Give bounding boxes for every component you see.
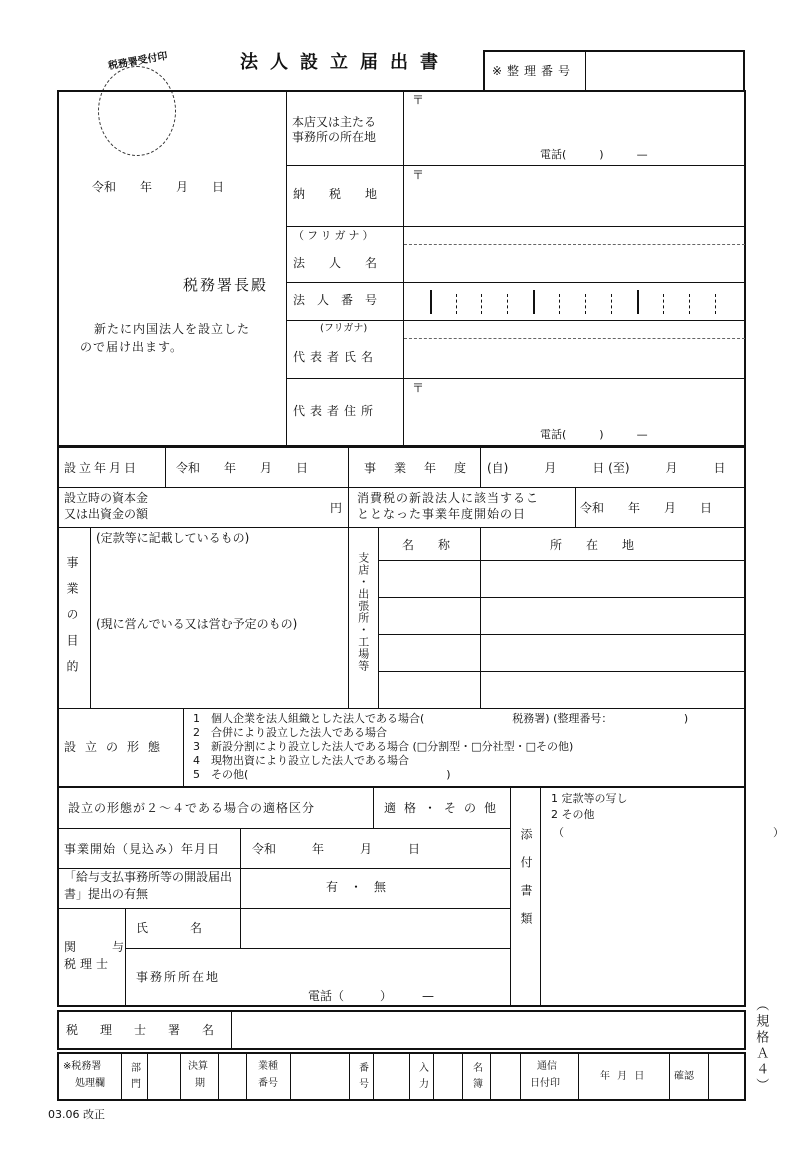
office-use-ymd: 年 月 日: [600, 1071, 647, 1082]
fiscal-year-label: 事業年度: [364, 461, 485, 475]
tax-place-postal-mark: 〒: [412, 168, 425, 182]
branch-place-header: 所 在 地: [550, 538, 641, 552]
purpose-label: 事業の目的: [65, 556, 79, 686]
control-number-label: ※整理番号: [492, 64, 576, 78]
est-date-label: 設立年月日: [64, 461, 140, 475]
form-option-3[interactable]: 3 新設分割により設立した法人である場合 (□分割型・□分社型・□その他): [193, 740, 574, 753]
attachment-item-1[interactable]: 1 定款等の写し: [551, 792, 628, 805]
rep-name-label: 代表者氏名: [293, 350, 379, 364]
fiscal-year-value[interactable]: (自) 月 日 (至) 月 日: [487, 461, 726, 475]
office-use-settle-2: 期: [195, 1078, 205, 1089]
capital-label-2: 又は出資金の額: [64, 507, 149, 521]
qualification-label: 設立の形態が２～４である場合の適格区分: [68, 801, 316, 815]
form-title: 法人設立届出書: [240, 52, 450, 73]
receipt-stamp-label: 税務署受付印: [107, 50, 169, 73]
payroll-label-1: 「給与支払事務所等の開設届出: [64, 870, 233, 884]
tax-accountant-phone[interactable]: 電話（ ） —: [308, 989, 435, 1003]
qualification-value[interactable]: 適格・その他: [384, 801, 505, 815]
est-date-value[interactable]: 令和 年 月 日: [176, 461, 309, 475]
form-label: 設立の形態: [64, 740, 170, 754]
rep-furigana-label: (フリガナ): [320, 323, 368, 334]
yen-unit: 円: [330, 501, 343, 515]
start-date-value[interactable]: 令和 年 月 日: [252, 842, 421, 856]
hq-phone[interactable]: 電話( ) —: [540, 148, 648, 161]
office-use-dept: 部門: [128, 1062, 140, 1094]
form-option-1[interactable]: 1 個人企業を法人組織とした法人である場合( 税務署) (整理番号： ): [193, 712, 689, 725]
submission-date[interactable]: 令和 年 月 日: [92, 180, 225, 194]
corp-number-label: 法人番号: [293, 293, 390, 307]
purpose-note-articles: (定款等に記載しているもの): [96, 531, 250, 545]
office-use-register: 名簿: [470, 1062, 482, 1094]
branch-label: 支店・出張所・工場等: [356, 552, 370, 672]
signature-label: 税理士署名: [66, 1023, 237, 1037]
form-option-2[interactable]: 2 合併により設立した法人である場合: [193, 726, 387, 739]
office-use-entry: 入力: [416, 1062, 428, 1094]
purpose-note-actual: (現に営んでいる又は営む予定のもの): [96, 617, 298, 631]
consumption-value[interactable]: 令和 年 月 日: [580, 501, 713, 515]
form-option-4[interactable]: 4 現物出資により設立した法人である場合: [193, 754, 409, 767]
rep-address-label: 代表者住所: [293, 404, 379, 418]
message-line1: 新たに内国法人を設立した: [94, 322, 251, 336]
branch-name-header: 名 称: [402, 538, 457, 552]
tax-accountant-name-label: 氏 名: [136, 921, 209, 935]
payroll-value[interactable]: 有 ・ 無: [326, 880, 387, 894]
office-use-notice-2: 日付印: [530, 1078, 560, 1089]
office-use-number: 番号: [356, 1062, 368, 1094]
office-use-confirm: 確認: [674, 1071, 694, 1082]
start-date-label: 事業開始（見込み）年月日: [64, 842, 221, 856]
office-use-settle-1: 決算: [188, 1061, 208, 1072]
office-use-lead-1: ※税務署: [63, 1061, 102, 1072]
paper-size-note: （規格Ａ４）: [753, 998, 769, 1094]
office-use-lead-2: 処理欄: [75, 1078, 105, 1089]
corp-furigana-label: （フリガナ）: [293, 229, 377, 242]
attachment-item-2[interactable]: 2 その他: [551, 808, 595, 821]
tax-accountant-office-label: 事務所所在地: [136, 970, 221, 984]
hq-address-label-1: 本店又は主たる: [292, 115, 377, 129]
addressee: 税務署長殿: [183, 276, 269, 294]
attachments-label: 添付書類: [519, 828, 533, 940]
hq-address-label-2: 事務所の所在地: [292, 130, 377, 144]
attachment-item-3[interactable]: （ ）: [553, 826, 784, 839]
hq-postal-mark: 〒: [412, 93, 425, 107]
tax-accountant-label-1: 関 与: [64, 940, 137, 954]
office-use-notice-1: 通信: [537, 1061, 557, 1072]
rep-phone[interactable]: 電話( ) —: [540, 428, 648, 441]
office-use-industry-1: 業種: [258, 1061, 278, 1072]
tax-place-label: 納税地: [293, 187, 402, 201]
office-use-industry-2: 番号: [258, 1078, 278, 1089]
applicant-section: [57, 90, 746, 447]
payroll-label-2: 書」提出の有無: [64, 887, 149, 901]
capital-label-1: 設立時の資本金: [64, 491, 149, 505]
form-option-5[interactable]: 5 その他( ): [193, 768, 451, 781]
rep-postal-mark: 〒: [412, 381, 425, 395]
revision-note: 03.06 改正: [48, 1108, 105, 1121]
corp-name-label: 法人名: [293, 256, 402, 270]
tax-accountant-label-2: 税理士: [64, 957, 113, 971]
message-line2: ので届け出ます。: [80, 340, 184, 354]
consumption-label-2: ととなった事業年度開始の日: [357, 507, 527, 521]
consumption-label-1: 消費税の新設法人に該当するこ: [357, 491, 540, 505]
